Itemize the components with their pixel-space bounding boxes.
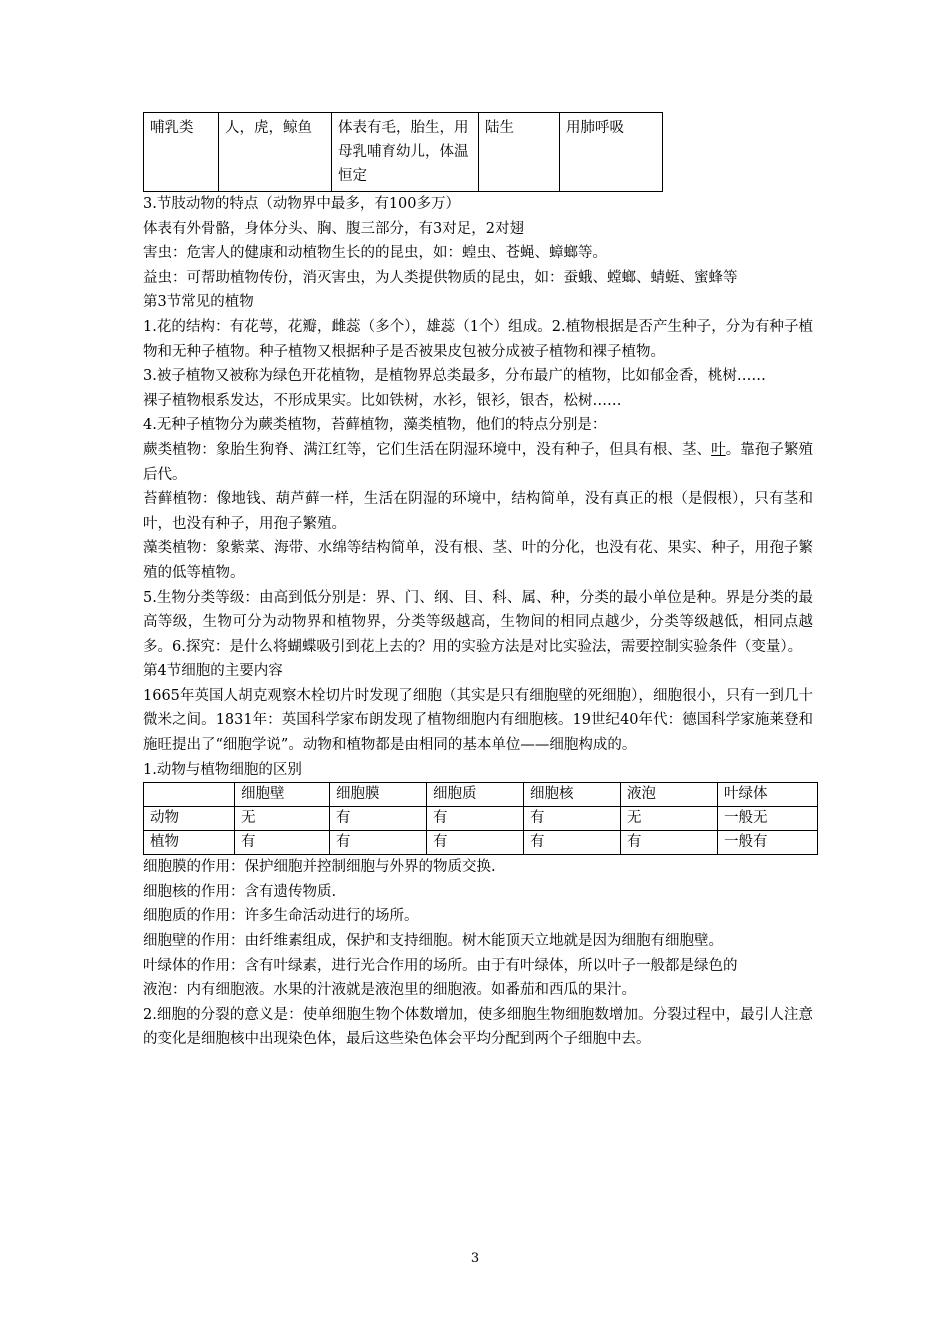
paragraph: 3.被子植物又被称为绿色开花植物，是植物界总类最多，分布最广的植物，比如郁金香，桃树…… [143,368,766,385]
table-cell: 植物 [144,831,235,855]
table-cell: 细胞核 [524,783,621,807]
table-cell: 有 [235,831,330,855]
text-run: 蕨类植物：象胎生狗脊、满江红等，它们生活在阴湿环境中，没有种子，但具有根、茎、 [143,441,712,458]
paragraph: 细胞质的作用：许多生命活动进行的场所。 [143,908,419,925]
table-cell: 有 [330,831,427,855]
table-cell: 有 [427,807,524,831]
paragraph: 4.无种子植物分为蕨类植物，苔藓植物，藻类植物，他们的特点分别是： [143,417,607,434]
paragraph: 藻类植物：象紫菜、海带、水绵等结构简单，没有根、茎、叶的分化，也没有花、果实、种子，用孢子繁殖的低等植物。 [143,540,813,581]
table-cell: 一般有 [718,831,818,855]
paragraph: 苔藓植物：像地钱、葫芦藓一样，生活在阴湿的环境中，结构简单，没有真正的根（是假根），只有茎和叶，也没有种子，用孢子繁殖。 [143,491,813,532]
table-cell: 一般无 [718,807,818,831]
text-run: 。靠孢子繁殖后代。 [143,441,814,483]
paragraph: 细胞膜的作用：保护细胞并控制细胞与外界的物质交换. [143,859,496,876]
table-cell: 人，虎，鲸鱼 [219,113,332,192]
table-cell: 动物 [144,807,235,831]
table-cell: 细胞质 [427,783,524,807]
paragraph: 裸子植物根系发达，不形成果实。比如铁树，水衫，银衫，银杏，松树…… [143,392,622,409]
paragraph: 益虫：可帮助植物传份，消灭害虫，为人类提供物质的昆虫，如：蚕蛾、螳螂、蜻蜓、蜜蜂等 [143,269,738,286]
table-cell: 有 [524,807,621,831]
table-cell: 细胞壁 [235,783,330,807]
paragraph: 叶绿体的作用：含有叶绿素，进行光合作用的场所。由于有叶绿体，所以叶子一般都是绿色的 [143,957,738,974]
table-cell: 无 [621,807,718,831]
table-header-row [144,783,818,807]
paragraph: 1.动物与植物细胞的区别 [143,761,302,778]
paragraph: 细胞核的作用：含有遗传物质. [143,883,337,900]
paragraph [143,438,813,487]
table-cell: 液泡 [621,783,718,807]
table-cell: 叶绿体 [718,783,818,807]
paragraph: 2.细胞的分裂的意义是：使单细胞生物个体数增加，使多细胞生物细胞数增加。分裂过程中，最引人注意的变化是细胞核中出现染色体，最后这些染色体会平均分配到两个子细胞中去。 [143,1006,813,1048]
section-heading: 第4节细胞的主要内容 [143,663,283,680]
table-row [144,831,818,855]
paragraph: 1.花的结构：有花萼，花瓣，雌蕊（多个），雄蕊（1个）组成。2.植物根据是否产生种子，分为有种子植物和无种子植物。种子植物又根据种子是否被果皮包被分成被子植物和裸子植物。 [143,318,813,360]
table-row [144,113,663,192]
table-cell: 哺乳类 [144,113,219,192]
table-cell: 无 [235,807,330,831]
table-cell: 有 [330,807,427,831]
table-row [144,807,818,831]
paragraph: 体表有外骨骼，身体分头、胸、腹三部分，有3对足，2对翅 [143,220,524,237]
underlined-text: 叶 [711,441,726,458]
table-cell: 有 [427,831,524,855]
document-page [143,112,813,1052]
table-cell [144,783,235,807]
section-heading: 第3节常见的植物 [143,294,254,311]
paragraph: 害虫：危害人的健康和动植物生长的的昆虫，如：蝗虫、苍蝇、蟑螂等。 [143,245,607,262]
cell-comparison-table [143,782,818,855]
mammal-table [143,112,663,192]
paragraph: 3.节肢动物的特点（动物界中最多，有100多万） [143,196,461,212]
paragraph: 细胞壁的作用：由纤维素组成，保护和支持细胞。树木能顶天立地就是因为细胞有细胞壁。 [143,933,723,950]
table-cell: 用肺呼吸 [560,113,663,192]
paragraph: 液泡：内有细胞液。水果的汁液就是液泡里的细胞液。如番茄和西瓜的果汁。 [143,982,636,999]
table-cell: 陆生 [479,113,560,192]
table-cell: 体表有毛，胎生，用母乳哺育幼儿，体温恒定 [332,113,479,192]
page-number: 3 [470,1251,480,1266]
table-cell: 细胞膜 [330,783,427,807]
paragraph: 5.生物分类等级：由高到低分别是：界、门、纲、目、科、属、种，分类的最小单位是种。界是分类的最高等级，生物可分为动物界和植物界，分类等级越高，生物间的相同点越少，分类等级越低，相同点越多。6.探究：是什么将蝴蝶吸引到花上去的？用的实验方法是对比实验法，需要控制实验条件（变量）。 [143,589,813,655]
table-cell: 有 [621,831,718,855]
paragraph: 1665年英国人胡克观察木栓切片时发现了细胞（其实是只有细胞壁的死细胞），细胞很小，只有一到几十微米之间。1831年：英国科学家布朗发现了植物细胞内有细胞核。19世纪40年代：德国科学家施莱登和施旺提出了“细胞学说”。动物和植物都是由相同的基本单位——细胞构成的。 [143,687,813,754]
table-cell: 有 [524,831,621,855]
